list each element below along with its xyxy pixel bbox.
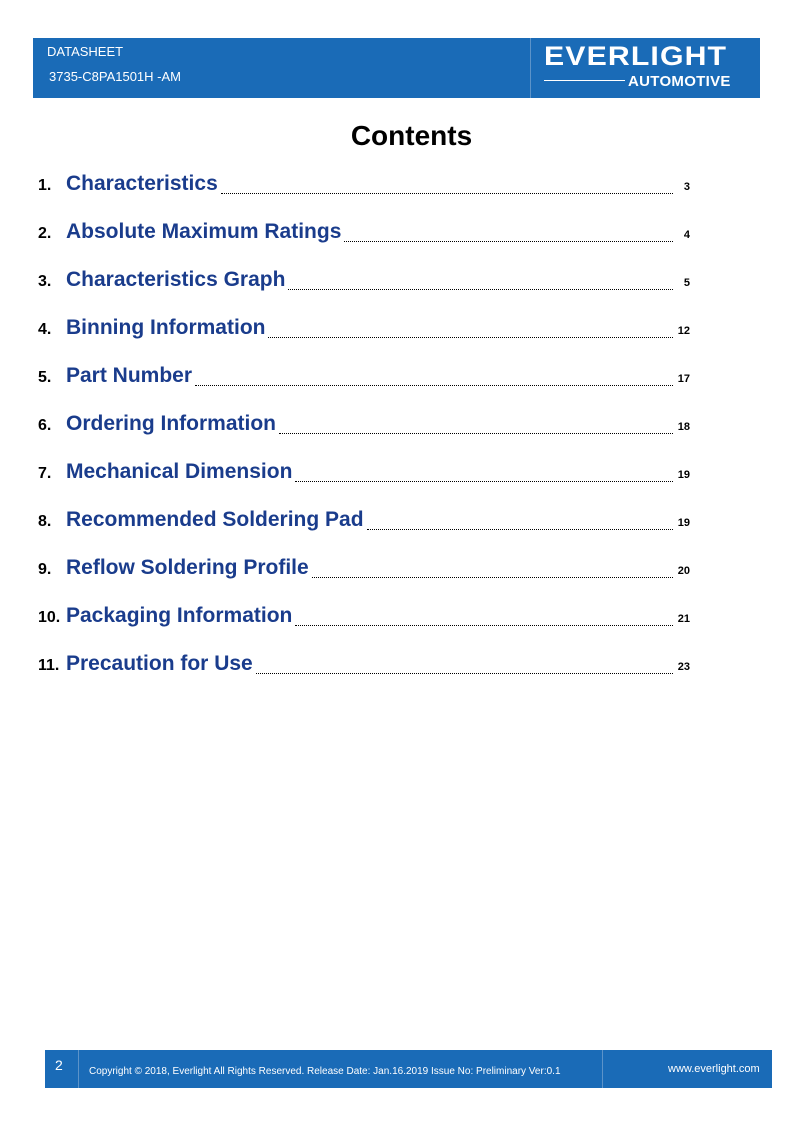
footer-divider xyxy=(602,1050,603,1088)
toc-entry-page: 19 xyxy=(677,517,690,529)
toc-entry-label: Mechanical Dimension xyxy=(66,460,293,483)
toc-entry-label: Ordering Information xyxy=(66,412,276,435)
toc-entry-label: Binning Information xyxy=(66,316,266,339)
page-footer xyxy=(45,1050,772,1088)
page-header xyxy=(33,38,760,98)
toc-entry-page: 20 xyxy=(677,565,690,577)
toc-leader-dots xyxy=(295,480,673,482)
toc-entry-label: Absolute Maximum Ratings xyxy=(66,220,342,243)
toc-entry[interactable] xyxy=(38,268,690,298)
toc-entry-label: Precaution for Use xyxy=(66,652,253,675)
toc-entry[interactable] xyxy=(38,508,690,538)
toc-entry[interactable] xyxy=(38,652,690,682)
toc-entry-label: Part Number xyxy=(66,364,193,387)
brand-logo: EVERLIGHT xyxy=(544,41,728,71)
header-divider xyxy=(530,38,531,98)
toc-entry-number: 2. xyxy=(38,225,52,242)
toc-entry-number: 5. xyxy=(38,369,52,386)
toc-entry-number: 3. xyxy=(38,273,52,290)
toc-entry[interactable] xyxy=(38,556,690,586)
website-link[interactable]: www.everlight.com xyxy=(668,1063,760,1075)
toc-entry-label: Reflow Soldering Profile xyxy=(66,556,309,579)
toc-entry-label: Characteristics xyxy=(66,172,218,195)
toc-entry-number: 7. xyxy=(38,465,52,482)
toc-leader-dots xyxy=(195,384,673,386)
part-number: 3735-C8PA1501H -AM xyxy=(49,69,181,84)
copyright-text: Copyright © 2018, Everlight All Rights Reserved. Release Date: Jan.16.2019 Issue No: Preliminary Ver:0.1 xyxy=(89,1066,561,1077)
toc-entry-page: 12 xyxy=(677,325,690,337)
toc-entry[interactable] xyxy=(38,316,690,346)
toc-entry-label: Recommended Soldering Pad xyxy=(66,508,364,531)
toc-leader-dots xyxy=(312,576,673,578)
toc-leader-dots xyxy=(256,672,673,674)
toc-entry-page: 3 xyxy=(683,181,690,193)
toc-entry[interactable] xyxy=(38,364,690,394)
toc-entry-page: 21 xyxy=(677,613,690,625)
toc-leader-dots xyxy=(288,288,673,290)
toc-entry-page: 23 xyxy=(677,661,690,673)
toc-entry-number: 9. xyxy=(38,561,52,578)
toc-entry[interactable] xyxy=(38,604,690,634)
toc-entry[interactable] xyxy=(38,172,690,202)
toc-entry-number: 8. xyxy=(38,513,52,530)
toc-leader-dots xyxy=(344,240,673,242)
toc-leader-dots xyxy=(295,624,673,626)
footer-divider xyxy=(78,1050,79,1088)
doc-type: DATASHEET xyxy=(47,44,124,59)
toc-entry-page: 17 xyxy=(677,373,690,385)
toc-entry-number: 11. xyxy=(38,657,60,674)
toc-leader-dots xyxy=(279,432,673,434)
toc-entry-page: 19 xyxy=(677,469,690,481)
toc-entry-number: 10. xyxy=(38,609,61,626)
toc-entry-number: 4. xyxy=(38,321,52,338)
toc-leader-dots xyxy=(367,528,673,530)
toc-entry-label: Characteristics Graph xyxy=(66,268,286,291)
toc-entry[interactable] xyxy=(38,460,690,490)
logo-rule xyxy=(544,80,625,81)
toc-entry-number: 1. xyxy=(38,177,52,194)
toc-entry-page: 4 xyxy=(683,229,690,241)
toc-entry-page: 18 xyxy=(677,421,690,433)
brand-logo-subtitle: AUTOMOTIVE xyxy=(628,73,731,90)
toc-entry[interactable] xyxy=(38,220,690,250)
toc-leader-dots xyxy=(221,192,673,194)
toc-entry[interactable] xyxy=(38,412,690,442)
toc-entry-number: 6. xyxy=(38,417,52,434)
toc-entry-label: Packaging Information xyxy=(66,604,293,627)
toc-leader-dots xyxy=(268,336,673,338)
toc-entry-page: 5 xyxy=(683,277,690,289)
page-title: Contents xyxy=(350,120,473,151)
page-number: 2 xyxy=(55,1057,63,1073)
